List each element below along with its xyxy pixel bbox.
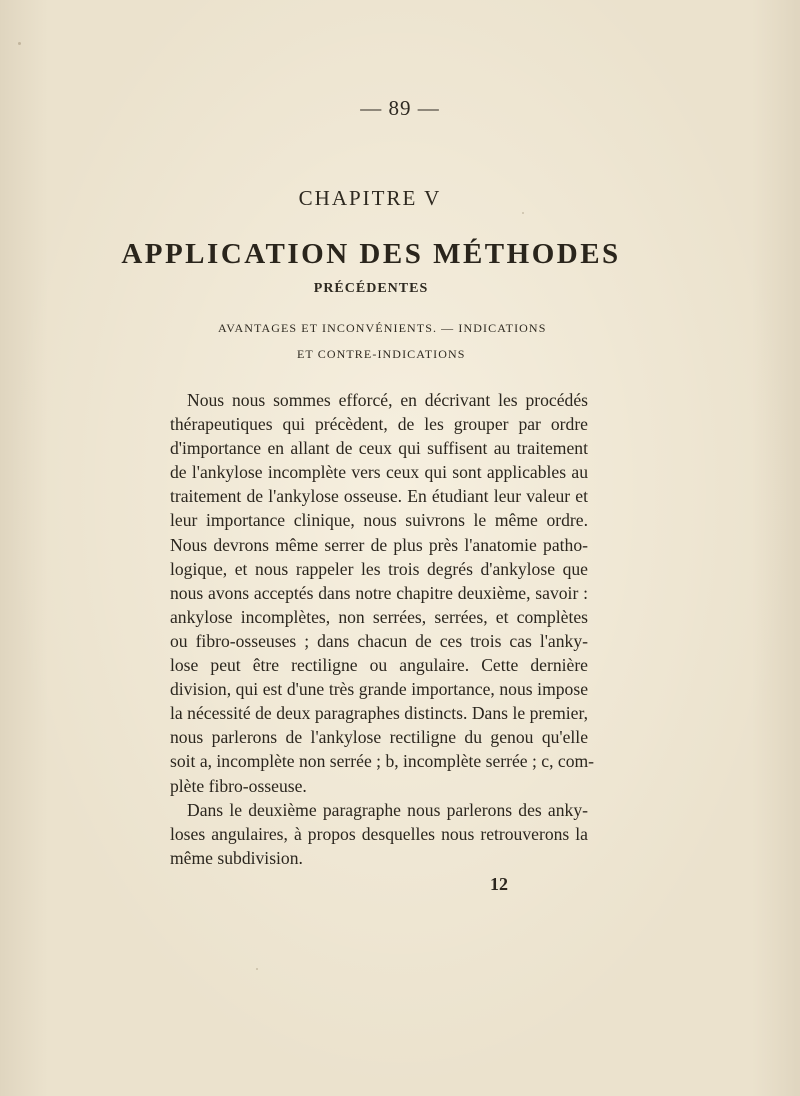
chapter-summary-line: ET CONTRE-INDICATIONS	[297, 347, 466, 361]
paragraph-line: loses angulaires, à propos desquelles nous retrouverons la	[170, 823, 588, 844]
paper-speck	[18, 42, 21, 45]
paragraph-line: leur importance clinique, nous suivrons le même ordre.	[170, 510, 588, 531]
paragraph-line: plète fibro-osseuse.	[170, 775, 307, 796]
paragraph-line: nous parlerons de l'ankylose rectiligne du genou qu'elle	[170, 727, 588, 748]
paragraph-line: ou fibro-osseuses ; dans chacun de ces trois cas l'anky-	[170, 630, 588, 651]
paragraph-line: soit a, incomplète non serrée ; b, incomplète serrée ; c, com-	[170, 751, 595, 772]
chapter-heading: CHAPITRE V	[298, 186, 442, 210]
body-text	[170, 388, 595, 870]
paragraph-line: la nécessité de deux paragraphes distincts. Dans le premier,	[170, 703, 588, 724]
paragraph-line: nous avons acceptés dans notre chapitre deuxième, savoir :	[170, 582, 588, 603]
paragraph-line: Nous devrons même serrer de plus près l'anatomie patho-	[170, 534, 588, 555]
paragraph-line: Nous nous sommes efforcé, en décrivant les procédés	[187, 390, 588, 410]
signature-mark: 12	[490, 874, 508, 894]
paragraph-line: même subdivision.	[170, 847, 303, 868]
paper-speck	[256, 968, 258, 970]
paper-speck	[522, 212, 524, 214]
chapter-subtitle: PRÉCÉDENTES	[313, 281, 429, 296]
paragraph-line: d'importance en allant de ceux qui suffisent au traitement	[170, 438, 588, 459]
paragraph-line: thérapeutiques qui précèdent, de les grouper par ordre	[170, 414, 588, 435]
chapter-title: APPLICATION DES MÉTHODES	[121, 238, 621, 270]
paragraph-line: logique, et nous rappeler les trois degrés d'ankylose que	[170, 558, 588, 579]
paragraph-line: ankylose incomplètes, non serrées, serrées, et complètes	[170, 606, 588, 627]
paragraph-line: Dans le deuxième paragraphe nous parlerons des anky-	[187, 799, 588, 820]
paragraph-line: lose peut être rectiligne ou angulaire. Cette dernière	[170, 655, 588, 676]
paragraph-line: division, qui est d'une très grande importance, nous impose	[170, 679, 588, 700]
paragraph-line: traitement de l'ankylose osseuse. En étudiant leur valeur et	[170, 486, 588, 507]
chapter-summary-line: AVANTAGES ET INCONVÉNIENTS. — INDICATIONS	[218, 321, 547, 335]
paragraph-line: de l'ankylose incomplète vers ceux qui sont applicables au	[170, 462, 588, 483]
page-number: — 89 —	[360, 96, 440, 120]
